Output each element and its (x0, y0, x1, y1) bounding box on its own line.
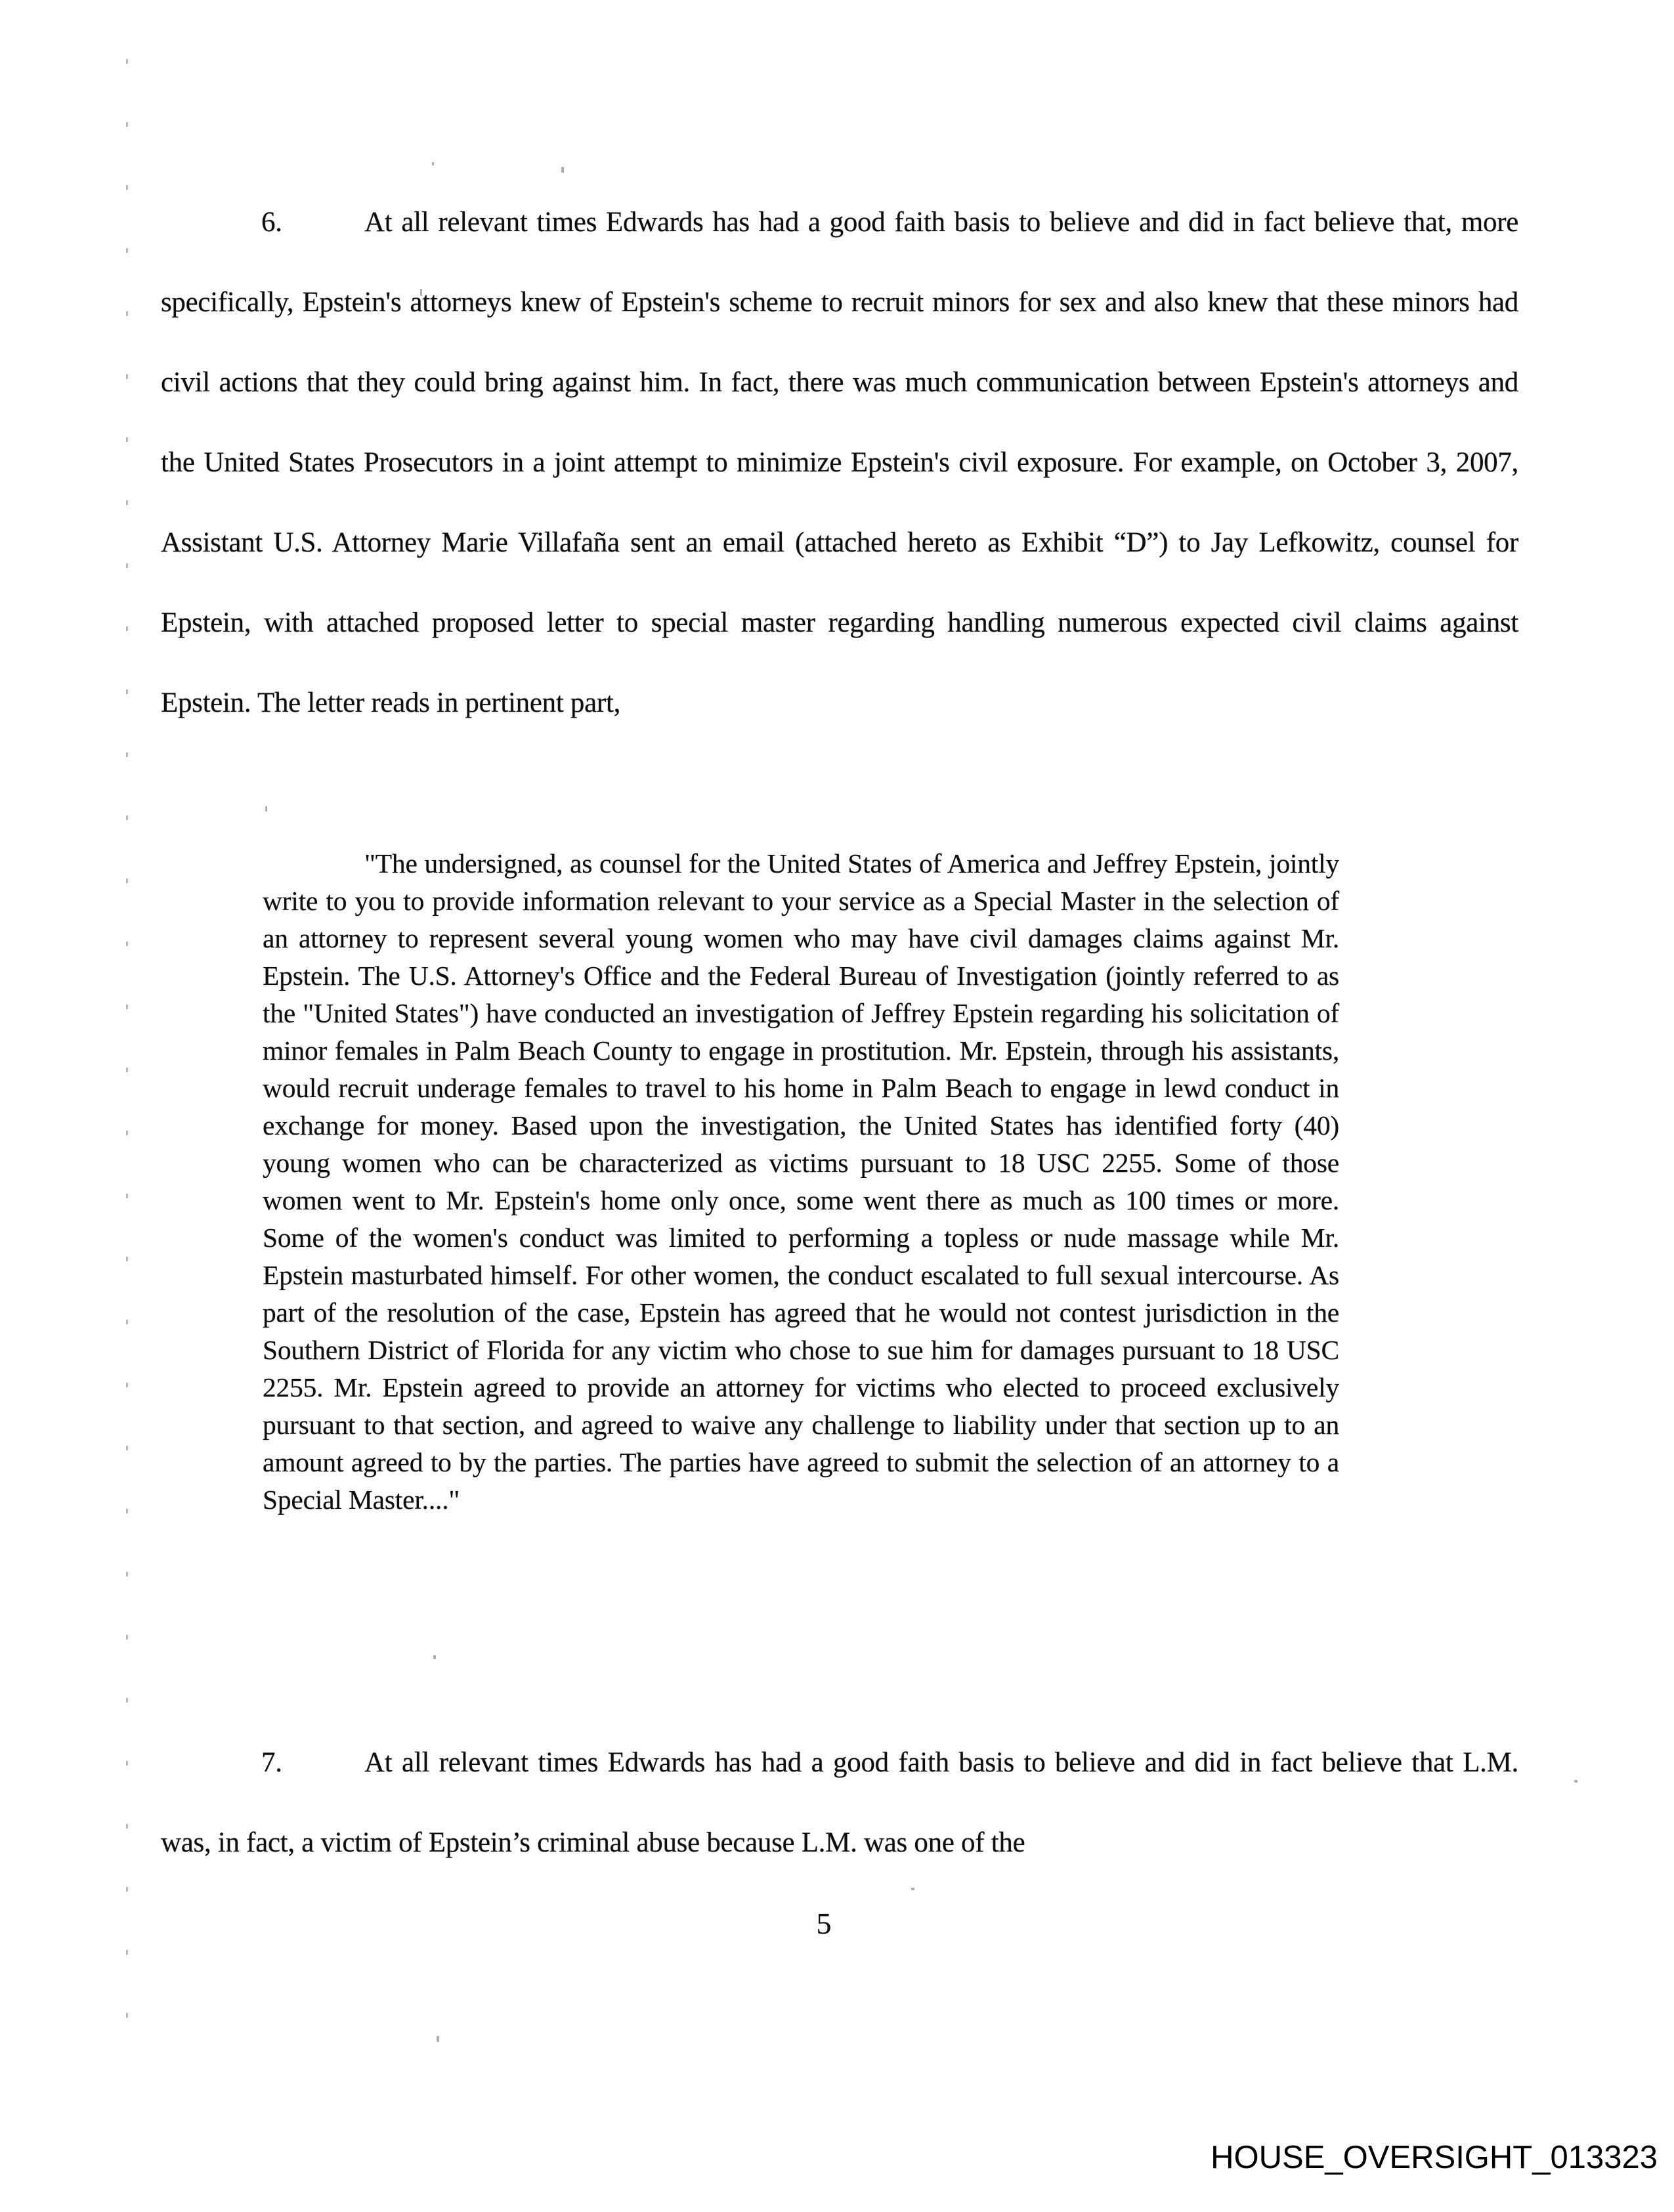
scan-speck (432, 162, 434, 165)
scan-speck (1574, 1780, 1577, 1783)
scan-artifact-left-margin (126, 59, 128, 2068)
paragraph-6-number: 6. (261, 207, 282, 238)
scan-speck (561, 167, 564, 173)
scan-speck (265, 806, 267, 812)
paragraph-6 (161, 183, 1518, 743)
page-number: 5 (816, 1907, 832, 1940)
scan-speck (433, 1655, 436, 1659)
scan-speck (911, 1888, 914, 1890)
paragraph-6-text: At all relevant times Edwards has had a good faith basis to believe and did in fact believe that, more specifically, Epstein's attorneys knew of Epstein's scheme to recruit minors for sex and also knew that these minors had civil actions that they could bring against him. In fact, there was much communication between Epstein's attorneys and the United States Prosecutors in a joint attempt to minimize Epstein's civil exposure. For example, on October 3, 2007, Assistant U.S. Attorney Marie Villafaña sent an email (attached hereto as Exhibit “D”) to Jay Lefkowitz, counsel for Epstein, with attached proposed letter to special master regarding handling numerous expected civil claims against Epstein. The letter reads in pertinent part, (161, 207, 1518, 718)
bates-stamp: HOUSE_OVERSIGHT_013323 (1211, 2140, 1658, 2175)
paragraph-7-number: 7. (261, 1747, 282, 1778)
quoted-letter-text: "The undersigned, as counsel for the United States of America and Jeffrey Epstein, jointly write to you to provide information relevant to your service as a Special Master in the selection of an attorney to represent several young women who may have civil damages claims against Mr. Epstein. The U.S. Attorney's Office and the Federal Bureau of Investigation (jointly referred to as the "United States") have conducted an investigation of Jeffrey Epstein regarding his solicitation of minor females in Palm Beach County to engage in prostitution. Mr. Epstein, through his assistants, would recruit underage females to travel to his home in Palm Beach to engage in lewd conduct in exchange for money. Based upon the investigation, the United States has identified forty (40) young women who can be characterized as victims pursuant to 18 USC 2255. Some of those women went to Mr. Epstein's home only once, some went there as much as 100 times or more. Some of the women's conduct was limited to performing a topless or nude massage while Mr. Epstein masturbated himself. For other women, the conduct escalated to full sexual intercourse. As part of the resolution of the case, Epstein has agreed that he would not contest jurisdiction in the Southern District of Florida for any victim who chose to sue him for damages pursuant to 18 USC 2255. Mr. Epstein agreed to provide an attorney for victims who elected to proceed exclusively pursuant to that section, and agreed to waive any challenge to liability under that section up to an amount agreed to by the parties. The parties have agreed to submit the selection of an attorney to a Special Master...." (263, 848, 1339, 1515)
quoted-letter-excerpt (263, 845, 1339, 1519)
scan-speck (437, 2036, 439, 2042)
paragraph-7 (161, 1723, 1518, 1883)
paragraph-7-text: At all relevant times Edwards has had a good faith basis to believe and did in fact believe that L.M. was, in fact, a victim of Epstein’s criminal abuse because L.M. was one of the (161, 1747, 1518, 1858)
